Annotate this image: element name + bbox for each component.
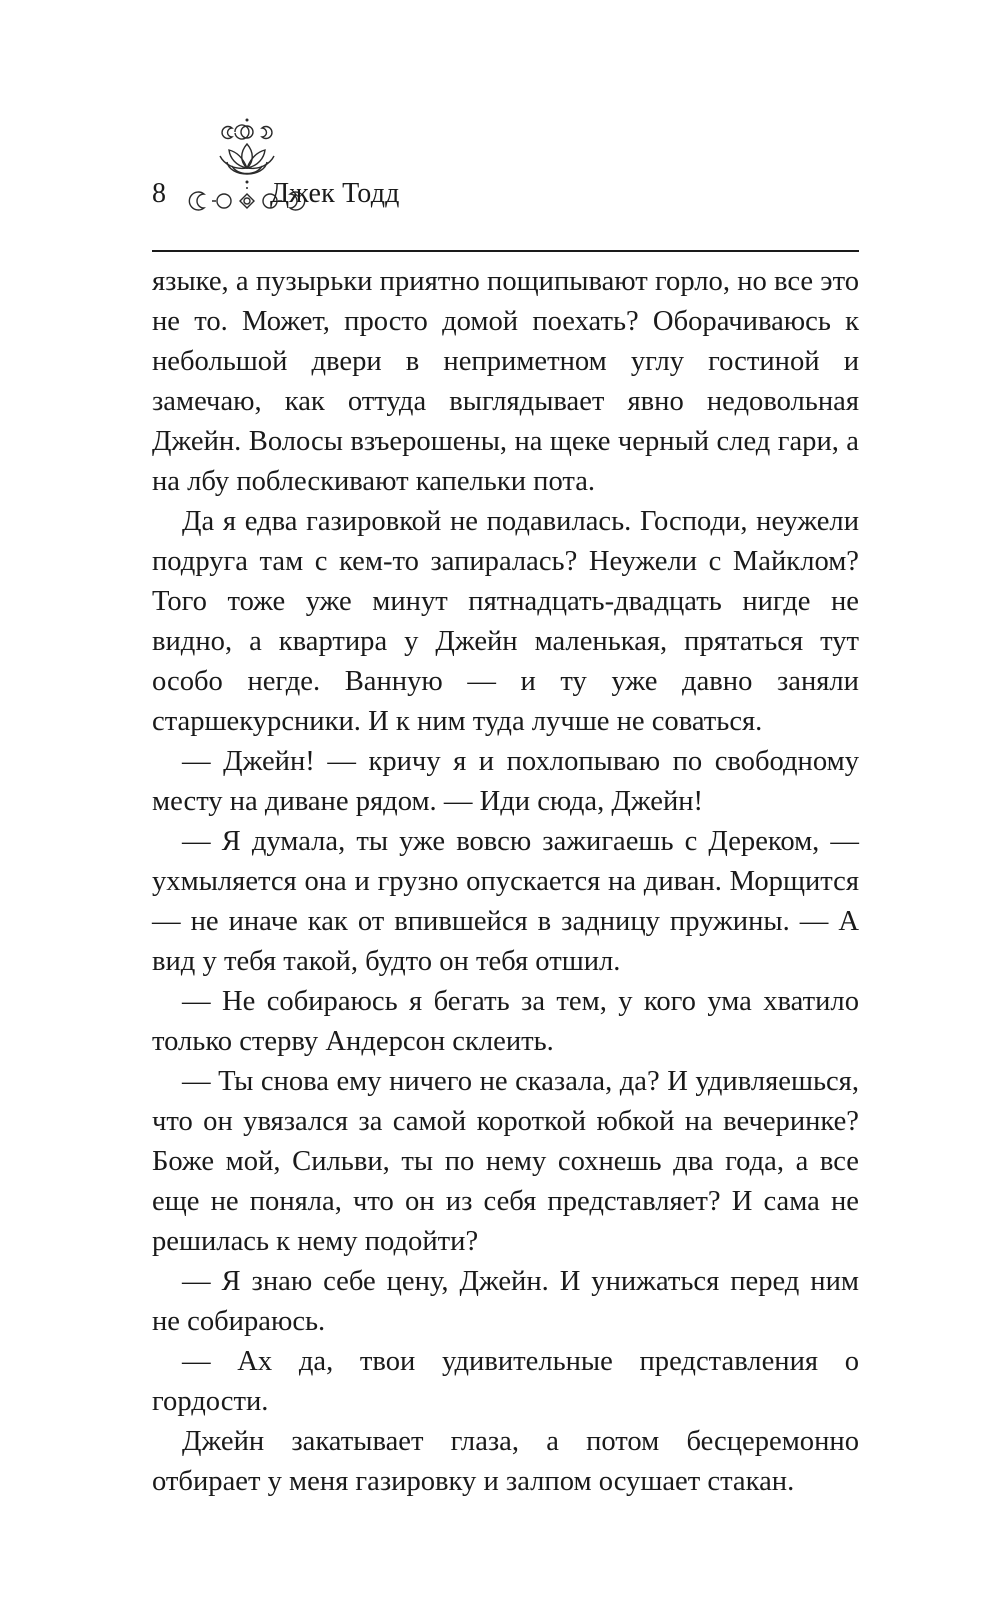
paragraph: языке, а пузырьки приятно пощипывают горло, но все это не то. Может, просто домой поехать? Оборачиваюсь к небольшой двери в неприметном углу гостиной и замечаю, как оттуда выглядывает явно недовольная Джейн. Волосы взъерошены, на щеке черный след гари, а на лбу поблескивают капельки пота. [152, 266, 859, 497]
paragraph: — Джейн! — кричу я и похлопываю по свободному месту на диване рядом. — Иди сюда, Джейн! [152, 746, 859, 817]
paragraph: — Ах да, твои удивительные представления о гордости. [152, 1346, 859, 1417]
paragraph: — Не собираюсь я бегать за тем, у кого ума хватило только стерву Андерсон склеить. [152, 986, 859, 1057]
paragraph: Джейн закатывает глаза, а потом бесцеремонно отбирает у меня газировку и залпом осушает стакан. [152, 1426, 859, 1497]
paragraph: Да я едва газировкой не подавилась. Господи, неужели подруга там с кем-то запиралась? Неужели с Майклом? Того тоже уже минут пятнадцать-двадцать нигде не видно, а квартира у Джейн маленькая, прятаться тут особо негде. Ванную — и ту уже давно заняли старшекурсники. И к ним туда лучше не соваться. [152, 506, 859, 737]
header-rule [152, 250, 859, 252]
page-number: 8 [152, 178, 166, 209]
page-header [152, 110, 859, 260]
paragraph: — Я думала, ты уже вовсю зажигаешь с Дереком, — ухмыляется она и грузно опускается на диван. Морщится — не иначе как от впившейся в задницу пружины. — А вид у тебя такой, будто он тебя отшил. [152, 826, 859, 977]
paragraph: — Ты снова ему ничего не сказала, да? И удивляешься, что он увязался за самой короткой юбкой на вечеринке? Боже мой, Сильви, ты по нему сохнешь два года, а все еще не поняла, что он из себя представляет? И сама не решилась к нему подойти? [152, 1066, 859, 1257]
running-head-author: Джек Тодд [270, 178, 400, 209]
paragraph: — Я знаю себе цену, Джейн. И унижаться перед ним не собираюсь. [152, 1266, 859, 1337]
body-text [152, 262, 859, 1502]
